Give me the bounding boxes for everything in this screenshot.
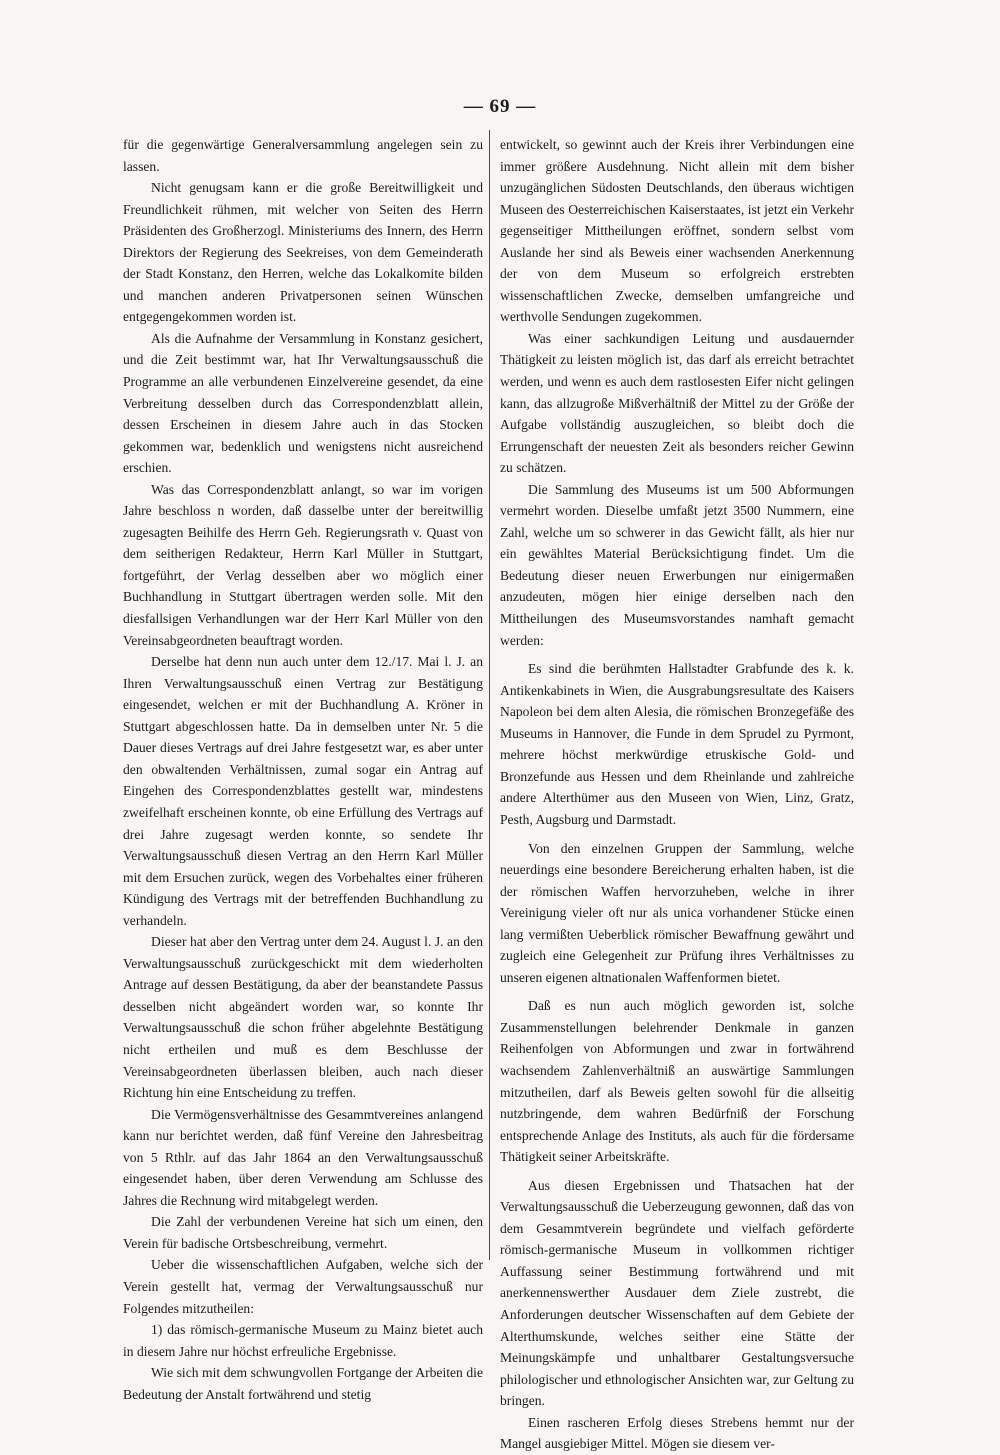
paragraph: entwickelt, so gewinnt auch der Kreis ihrer Verbindungen eine immer größere Ausdehnung. Nicht allein mit dem bisher unzugänglichen Südosten Deutschlands, den überaus wichtigen Museen des Oesterreichischen Kaiserstaates, ist jetzt ein Verkehr gegenseitiger Mittheilungen eröffnet, sondern selbst vom Auslande her sind als Beweis einer wachsenden Anerkennung der von dem Museum so erfolgreich erstrebten wissenschaftlichen Zwecke, demselben umfangreiche und werthvolle Sendungen zugekommen. [500,137,854,325]
paragraph: Als die Aufnahme der Versammlung in Konstanz gesichert, und die Zeit bestimmt war, hat Ihr Verwaltungsausschuß die Programme an alle verbundenen Einzelvereine gesendet, da eine Verbreitung desselben durch das Correspondenzblatt allein, dessen Erscheinen in diesem Jahre auch in das Stocken gekommen war, bedenklich und wenigstens nicht ausreichend erschien. [123,330,483,476]
paragraph: Dieser hat aber den Vertrag unter dem 24. August l. J. an den Verwaltungsausschuß zurückgeschickt mit dem wiederholten Antrage auf dessen Bestätigung, da aber der beanstandete Passus desselben nicht abgeändert worden war, so konnte Ihr Verwaltungsausschuß die schon früher abgelehnte Bestätigung nicht ertheilen und muß es dem Beschlusse der Vereinsabgeordneten überlassen bleiben, auch nach dieser Richtung hin eine Entscheidung zu treffen. [123,934,483,1101]
paragraph: für die gegenwärtige Generalversammlung angelegen sein zu lassen. [123,137,483,174]
paragraph: Von den einzelnen Gruppen der Sammlung, welche neuerdings eine besondere Bereicherung erhalten haben, ist die der römischen Waffen hervorzuheben, welche in ihrer Vereinigung vieler oft nur als unica vorhandener Stücke einen lang vermißten Ueberblick römischer Bewaffnung gewährt und zugleich eine Gelegenheit zur Prüfung ihres Verhältnisses zu unseren eigenen altnationalen Waffenformen bietet. [500,840,854,985]
paragraph: Einen rascheren Erfolg dieses Strebens hemmt nur der Mangel ausgiebiger Mittel. Mögen sie diesem ver- [500,1414,854,1452]
paragraph: Aus diesen Ergebnissen und Thatsachen hat der Verwaltungsausschuß die Ueberzeugung gewonnen, daß das von dem Gesammtverein begründete und vielfach geförderte römisch-germanische Museum in vollkommen richtiger Auffassung seiner Bestimmung fortwährend und mit anerkennenswerther Ausdauer dem Ziele zustrebt, die Anforderungen deutscher Wissenschaften auf dem Gebiete der Alterthumskunde, welches seither eine Stätte der Meinungskämpfe und unhaltbarer Gestaltungsversuche philologischer und ethnologischer Ansichten war, zur Geltung zu bringen. [500,1177,854,1409]
paragraph: 1) das römisch-germanische Museum zu Mainz bietet auch in diesem Jahre nur höchst erfreuliche Ergebnisse. [123,1322,483,1359]
paragraph: Die Sammlung des Museums ist um 500 Abformungen vermehrt worden. Dieselbe umfaßt jetzt 3500 Nummern, eine Zahl, welche um so schwerer in das Gewicht fällt, als hier nur ein gewähltes Material Berücksichtigung findet. Um die Bedeutung dieser neuen Erwerbungen nur einigermaßen anzudeuten, mögen hier einige derselben nach den Mittheilungen des Museumsvorstandes namhaft gemacht werden: [500,481,854,648]
paragraph: Was einer sachkundigen Leitung und ausdauernder Thätigkeit zu leisten möglich ist, das darf als erreicht betrachtet werden, und wenn es auch dem rastlosesten Eifer nicht gelingen kann, das allzugroße Mißverhältniß der Mittel zu der Größe der Aufgabe vollständig auszugleichen, so bleibt doch die Errungenschaft der neuesten Zeit als besonders reicher Gewinn zu schätzen. [500,330,854,476]
paragraph: Nicht genugsam kann er die große Bereitwilligkeit und Freundlichkeit rühmen, mit welcher von Seiten des Herrn Präsidenten des Großherzogl. Ministeriums des Innern, des Herrn Direktors der Regierung des Seekreises, von dem Gemeinderath der Stadt Konstanz, den Herren, welche das Lokalkomite bilden und manchen anderen Privatpersonen seinen Wünschen entgegengekommen worden ist. [123,180,483,325]
paragraph: Wie sich mit dem schwungvollen Fortgange der Arbeiten die Bedeutung der Anstalt fortwährend und stetig [123,1365,483,1402]
column-divider [489,130,490,1260]
paragraph: Die Zahl der verbundenen Vereine hat sich um einen, den Verein für badische Ortsbeschreibung, vermehrt. [123,1214,483,1251]
paragraph: Daß es nun auch möglich geworden ist, solche Zusammenstellungen belehrender Denkmale in ganzen Reihenfolgen von Abformungen und zwar in fortwährend wachsendem Zahlenverhältniß an auswärtige Sammlungen mitzutheilen, darf als Beweis gelten sowohl für die allseitig nutzbringende, dem wahren Bedürfniß der Forschung entsprechende Anlage des Instituts, als auch für die fördersame Thätigkeit seiner Arbeitskräfte. [500,998,854,1165]
paragraph: Die Vermögensverhältnisse des Gesammtvereines anlangend kann nur berichtet werden, daß fünf Vereine den Jahresbeitrag von 5 Rthlr. auf das Jahr 1864 an den Verwaltungsausschuß eingesendet haben, über deren Verwendung am Schlusse des Jahres die Rechnung wird mitabgelegt werden. [123,1106,483,1208]
paragraph: Derselbe hat denn nun auch unter dem 12./17. Mai l. J. an Ihren Verwaltungsausschuß einen Vertrag zur Bestätigung eingesendet, welchen er mit der Buchhandlung A. Kröner in Stuttgart abgeschlossen hatte. Da in demselben unter Nr. 5 die Dauer dieses Vertrags auf drei Jahre festgesetzt war, es aber unter den obwaltenden Verhältnissen, zumal sogar ein Antrag auf Eingehen des Correspondenzblattes gestellt war, mindestens zweifelhaft erscheinen konnte, ob eine Erfüllung des Vertrags auf drei Jahre zugesagt werden konnte, so sendete Ihr Verwaltungsausschuß diesen Vertrag an den Herrn Karl Müller mit dem Ersuchen zurück, wegen des Vorbehaltes einer früheren Kündigung des Vertrags mit der betreffenden Buchhandlung zu verhandeln. [123,654,483,928]
paragraph: Ueber die wissenschaftlichen Aufgaben, welche sich der Verein gestellt hat, vermag der Verwaltungsausschuß nur Folgendes mitzutheilen: [123,1257,483,1316]
page-number: — 69 — [463,96,537,117]
paragraph: Was das Correspondenzblatt anlangt, so war im vorigen Jahre beschloss n worden, daß dasselbe unter der bereitwillig zugesagten Beihilfe des Herrn Geh. Regierungsrath v. Quast von dem seitherigen Redakteur, Herrn Karl Müller in Stuttgart, fortgeführt, der Verlag desselben aber wo möglich einer Buchhandlung in Stuttgart übertragen werden solle. Mit den diesfallsigen Verhandlungen war der Herr Karl Müller von den Vereinsabgeordneten beauftragt worden. [123,481,483,648]
right-column [500,134,854,1455]
left-column [123,134,483,1405]
paragraph: Es sind die berühmten Hallstadter Grabfunde des k. k. Antikenkabinets in Wien, die Ausgrabungsresultate des Kaisers Napoleon bei dem alten Alesia, die römischen Bronzegefäße des Museums in Hannover, die Funde in dem Sprudel zu Pyrmont, mehrere höchst merkwürdige etruskische Gold- und Bronzefunde aus Hessen und dem Rheinlande und zahlreiche andere Alterthümer aus den Museen von Wien, Linz, Gratz, Pesth, Augsburg und Darmstadt. [500,661,854,827]
